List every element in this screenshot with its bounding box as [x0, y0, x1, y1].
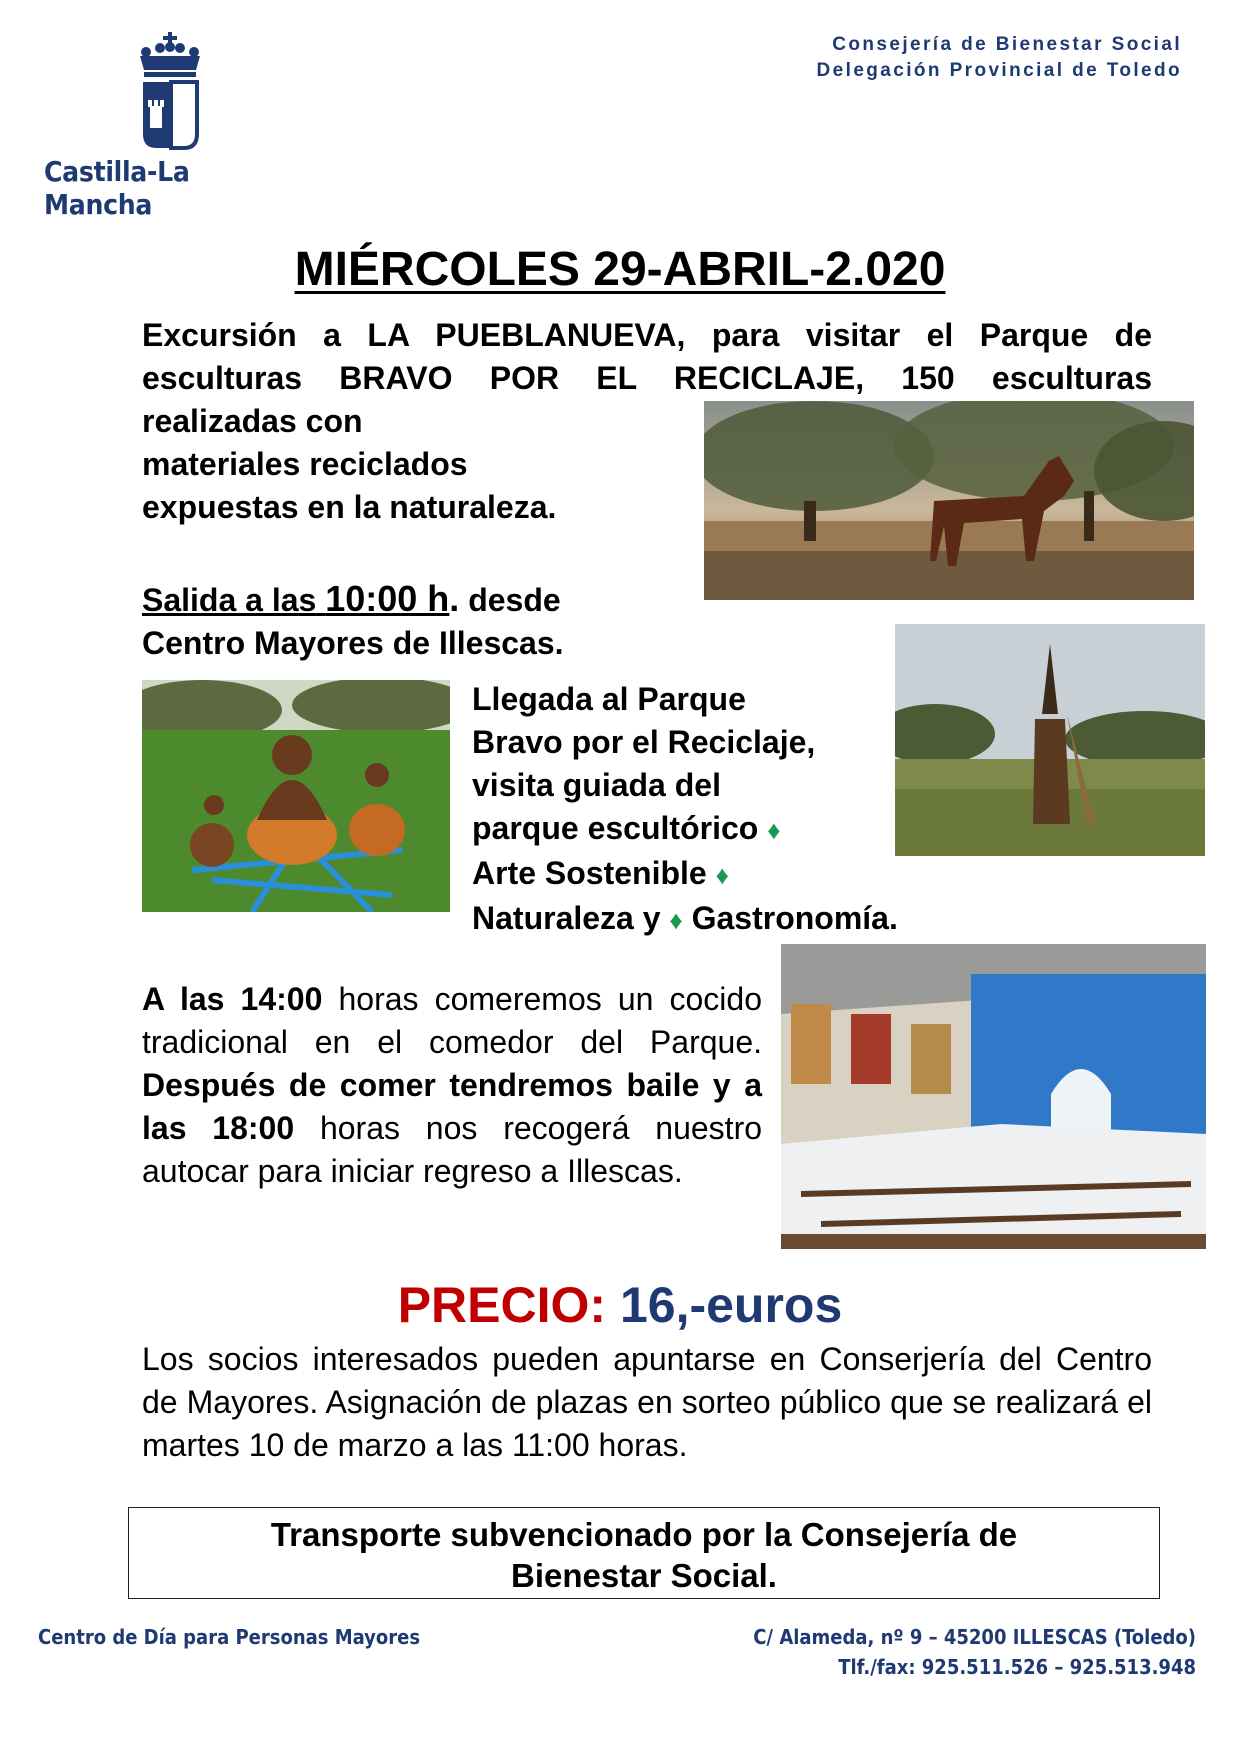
price-value: 16,-euros	[619, 1277, 843, 1333]
footer-phone: Tlf./fax: 925.511.526 – 925.513.948	[838, 1655, 1196, 1679]
intro-line-3: realizadas con	[142, 403, 363, 439]
donkey-sculpture-photo	[704, 401, 1194, 600]
dance-info: Después de comer tendremos baile y a las 18:00	[142, 1067, 762, 1146]
lunch-info: A las 14:00 horas comeremos un cocido tradicional en el comedor del Parque. Después de comer tendremos baile y a las 18:00 horas nos recogerá nuestro autocar para iniciar regreso a Illescas.	[142, 981, 763, 1189]
arrival-line-6a: Naturaleza y	[472, 900, 661, 936]
lunch-time: A las 14:00	[142, 981, 323, 1017]
arrival-line-5: Arte Sostenible	[472, 855, 707, 891]
logo-text: Castilla-La Mancha	[44, 155, 190, 221]
page-title: MIÉRCOLES 29-ABRIL-2.020	[294, 243, 946, 296]
departure-label: Salida a las	[142, 582, 317, 618]
transport-notice-line-1: Transporte subvencionado por la Consejería de	[270, 1516, 1018, 1553]
diamond-bullet-icon: ♦	[669, 905, 683, 935]
intro-line-5: expuestas en la naturaleza.	[142, 489, 557, 525]
intro-line-4: materiales reciclados	[142, 446, 468, 482]
arrival-info	[472, 678, 1032, 942]
price	[0, 1276, 1240, 1334]
footer-center-name: Centro de Día para Personas Mayores	[38, 1625, 421, 1649]
transport-notice-box	[128, 1507, 1160, 1599]
registration-info: Los socios interesados pueden apuntarse en Conserjería del Centro de Mayores. Asignación de plazas en sorteo público que se realizará el martes 10 de marzo a las 11:00 horas.	[142, 1341, 1152, 1463]
intro-text-continued	[142, 400, 702, 529]
diamond-bullet-icon: ♦	[767, 815, 781, 845]
arrival-line-2: Bravo por el Reciclaje,	[472, 724, 816, 760]
ladies-sculpture-photo	[142, 680, 450, 912]
intro-line-1: Excursión a LA PUEBLANUEVA, para visitar el Parque de	[142, 317, 1152, 353]
arrival-line-4: parque escultórico	[472, 810, 759, 846]
price-label: PRECIO:	[397, 1277, 607, 1333]
footer-address: C/ Alameda, nº 9 – 45200 ILLESCAS (Toledo)	[753, 1625, 1196, 1649]
diamond-bullet-icon: ♦	[715, 860, 729, 890]
shield-icon	[143, 82, 197, 148]
department-line-1: Consejería de Bienestar Social	[832, 34, 1182, 55]
dining-room-photo	[781, 944, 1206, 1249]
departure-desde: desde	[468, 582, 561, 618]
department-line-2: Delegación Provincial de Toledo	[816, 60, 1182, 81]
departure-info: Salida a las 10:00 h. desde Centro Mayores de Illescas.	[142, 577, 742, 665]
departure-time: 10:00 h	[325, 578, 450, 619]
arrival-line-3: visita guiada del	[472, 767, 721, 803]
department-header	[817, 32, 1182, 84]
departure-place: Centro Mayores de Illescas.	[142, 625, 564, 661]
transport-notice-line-2: Bienestar Social.	[511, 1557, 777, 1594]
intro-line-2: esculturas BRAVO POR EL RECICLAJE, 150 esculturas	[142, 360, 1152, 396]
intro-text	[142, 314, 1152, 400]
crown-icon	[140, 32, 200, 77]
arrival-line-1: Llegada al Parque	[472, 681, 746, 717]
arrival-line-6b: Gastronomía.	[691, 900, 898, 936]
footer-contact	[753, 1622, 1196, 1682]
